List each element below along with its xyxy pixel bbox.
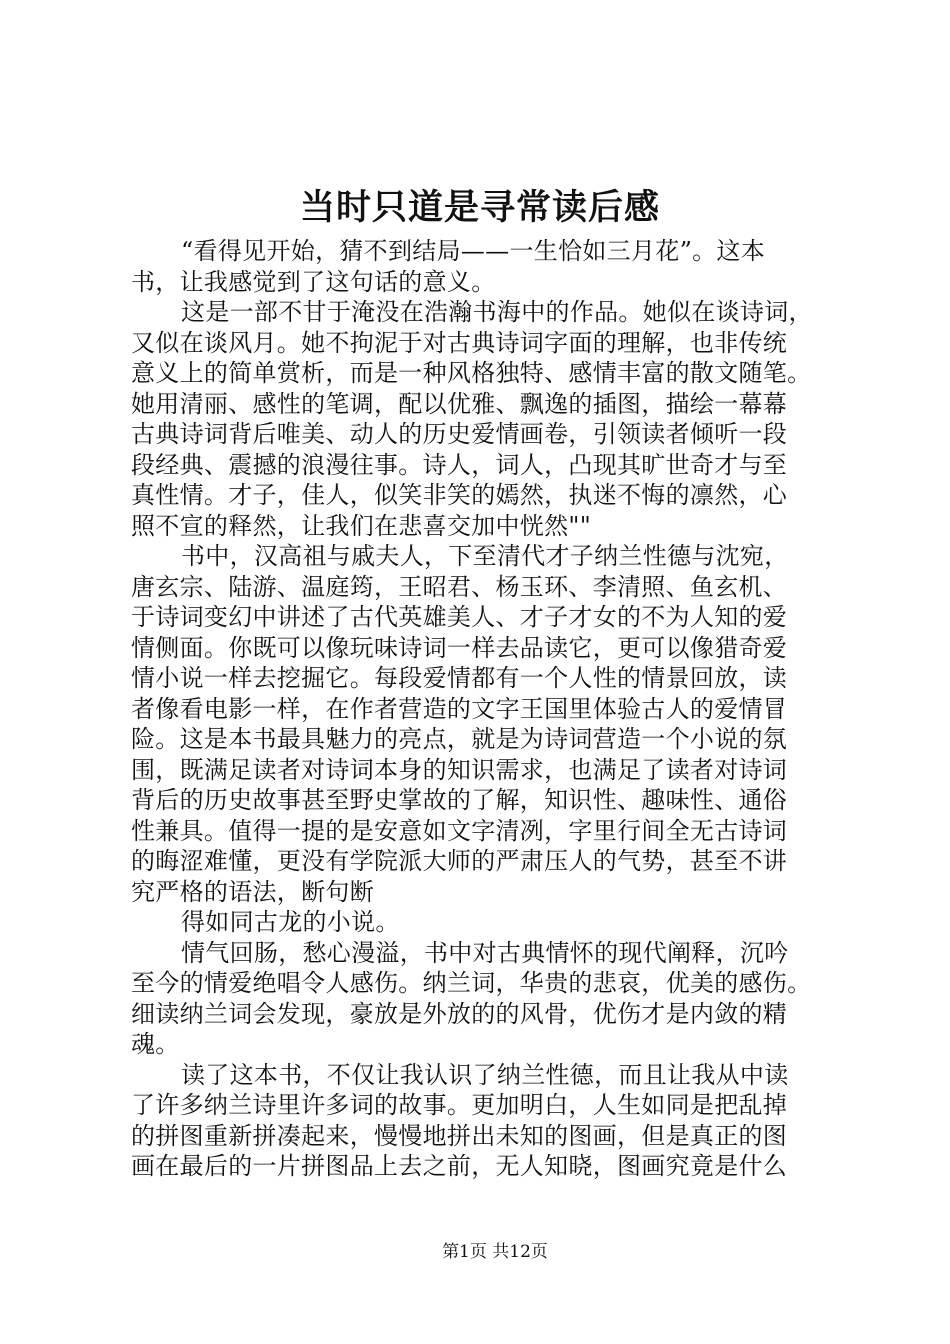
body-line: 她用清丽、感性的笔调，配以优雅、飘逸的插图，描绘一幕幕 — [131, 389, 788, 418]
body-line: 围，既满足读者对诗词本身的知识需求，也满足了读者对诗词 — [131, 755, 788, 784]
body-line: 的拼图重新拼凑起来，慢慢地拼出未知的图画，但是真正的图 — [131, 1121, 788, 1150]
body-line: 段经典、震撼的浪漫往事。诗人，词人，凸现其旷世奇才与至 — [131, 450, 788, 479]
page-number-footer: 第1页 共12页 — [442, 1242, 548, 1262]
body-line: 情小说一样去挖掘它。每段爱情都有一个人性的情景回放，读 — [131, 664, 788, 692]
body-line: 古典诗词背后唯美、动人的历史爱情画卷，引领读者倾听一段 — [131, 420, 788, 448]
body-line: 读了这本书，不仅让我认识了纳兰性德，而且让我从中读 — [181, 1060, 789, 1089]
body-line: 险。这是本书最具魅力的亮点，就是为诗词营造一个小说的氛 — [131, 725, 788, 753]
body-line: 性兼具。值得一提的是安意如文字清冽，字里行间全无古诗词 — [131, 816, 788, 845]
body-line: 于诗词变幻中讲述了古代英雄美人、才子才女的不为人知的爱 — [131, 603, 788, 631]
body-line: 照不宣的释然，让我们在悲喜交加中恍然"" — [131, 511, 592, 540]
body-line: 这是一部不甘于淹没在浩瀚书海中的作品。她似在谈诗词， — [181, 298, 813, 326]
body-line: 者像看电影一样，在作者营造的文字王国里体验古人的爱情冒 — [131, 694, 788, 723]
document-body — [131, 236, 843, 1182]
body-line: 书中，汉高祖与戚夫人，下至清代才子纳兰性德与沈宛， — [181, 542, 789, 570]
body-line: 画在最后的一片拼图品上去之前，无人知晓，图画究竟是什么 — [131, 1152, 788, 1180]
body-line: “看得见开始，猜不到结局——一生恰如三月花”。这本 — [181, 237, 766, 265]
body-line: 细读纳兰词会发现，豪放是外放的的风骨，优伤才是内敛的精 — [131, 999, 788, 1028]
body-line: 情侧面。你既可以像玩味诗词一样去品读它，更可以像猎奇爱 — [131, 633, 788, 662]
body-line: 究严格的语法，断句断 — [131, 877, 374, 906]
body-line: 背后的历史故事甚至野史掌故的了解，知识性、趣味性、通俗 — [131, 786, 788, 814]
body-line: 情气回肠，愁心漫溢，书中对古典情怀的现代阐释，沉吟 — [181, 938, 789, 967]
body-line: 又似在谈风月。她不拘泥于对古典诗词字面的理解，也非传统 — [131, 328, 788, 357]
body-line: 唐玄宗、陆游、温庭筠，王昭君、杨玉环、李清照、鱼玄机、 — [131, 572, 788, 601]
body-line: 意义上的简单赏析，而是一种风格独特、感情丰富的散文随笔。 — [131, 359, 812, 387]
document-title: 当时只道是寻常读后感 — [299, 187, 660, 228]
body-line: 至今的情爱绝唱令人感伤。纳兰词，华贵的悲哀，优美的感伤。 — [131, 969, 812, 997]
body-line: 书，让我感觉到了这句话的意义。 — [131, 267, 496, 296]
body-line: 得如同古龙的小说。 — [181, 908, 400, 936]
body-line: 了许多纳兰诗里许多词的故事。更加明白，人生如同是把乱掉 — [131, 1091, 788, 1119]
body-line: 的晦涩难懂，更没有学院派大师的严肃压人的气势，甚至不讲 — [131, 847, 788, 875]
body-line: 真性情。才子，佳人，似笑非笑的嫣然，执迷不悔的凛然，心 — [131, 481, 788, 509]
body-line: 魂。 — [131, 1030, 180, 1058]
